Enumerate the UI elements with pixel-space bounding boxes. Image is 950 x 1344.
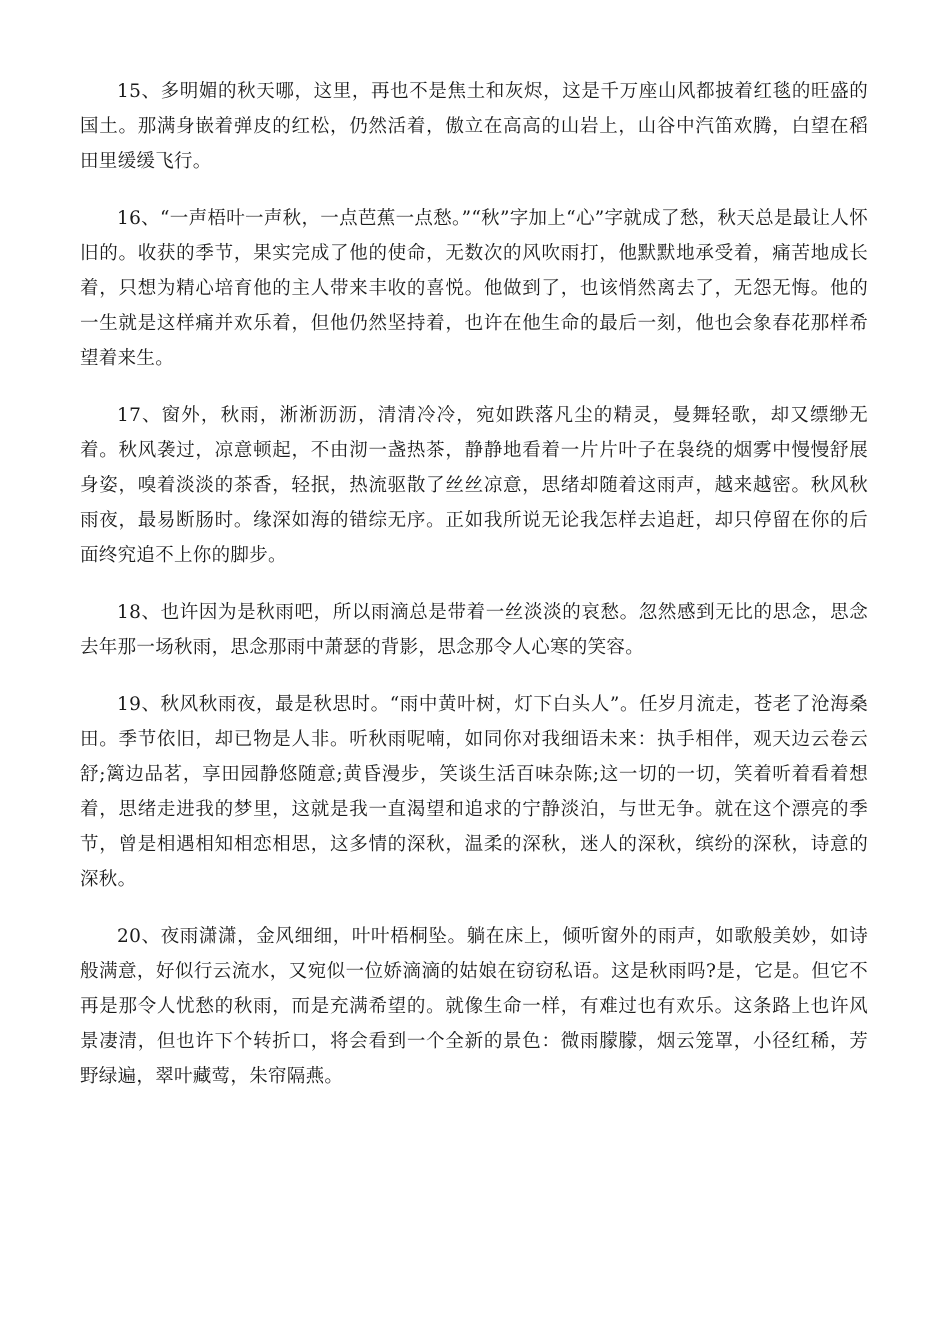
document-page (80, 74, 868, 1116)
paragraph-15: 15、多明媚的秋天哪，这里，再也不是焦土和灰烬，这是千万座山风都披着红毯的旺盛的国土。那满身嵌着弹皮的红松，仍然活着，傲立在高高的山岩上，山谷中汽笛欢腾，白望在稻田里缓缓飞行。 (80, 81, 868, 172)
paragraph-19: 19、秋风秋雨夜，最是秋思时。“雨中黄叶树，灯下白头人”。任岁月流走，苍老了沧海桑田。季节依旧，却已物是人非。听秋雨呢喃，如同你对我细语未来：执手相伴，观天边云卷云舒;篱边品茗，享田园静悠随意;黄昏漫步，笑谈生活百味杂陈;这一切的一切，笑着听着看着想着，思绪走进我的梦里，这就是我一直渴望和追求的宁静淡泊，与世无争。就在这个漂亮的季节，曾是相遇相知相恋相思，这多情的深秋，温柔的深秋，迷人的深秋，缤纷的深秋，诗意的深秋。 (80, 694, 868, 890)
paragraph-18: 18、也许因为是秋雨吧，所以雨滴总是带着一丝淡淡的哀愁。忽然感到无比的思念，思念去年那一场秋雨，思念那雨中萧瑟的背影，思念那令人心寒的笑容。 (80, 602, 868, 658)
paragraph-20: 20、夜雨潇潇，金风细细，叶叶梧桐坠。躺在床上，倾听窗外的雨声，如歌般美妙，如诗般满意，好似行云流水，又宛似一位娇滴滴的姑娘在窃窃私语。这是秋雨吗?是，它是。但它不再是那令人忧愁的秋雨，而是充满希望的。就像生命一样，有难过也有欢乐。这条路上也许风景凄清，但也许下个转折口，将会看到一个全新的景色：微雨朦朦，烟云笼罩，小径红稀，芳野绿遍，翠叶藏莺，朱帘隔燕。 (80, 926, 868, 1087)
paragraph-16: 16、“一声梧叶一声秋，一点芭蕉一点愁。”“秋”字加上“心”字就成了愁，秋天总是最让人怀旧的。收获的季节，果实完成了他的使命，无数次的风吹雨打，他默默地承受着，痛苦地成长着，只想为精心培育他的主人带来丰收的喜悦。他做到了，也该悄然离去了，无怨无悔。他的一生就是这样痛并欢乐着，但他仍然坚持着，也许在他生命的最后一刻，他也会象春花那样希望着来生。 (80, 208, 868, 369)
paragraph-17: 17、窗外，秋雨，淅淅沥沥，清清冷冷，宛如跌落凡尘的精灵，曼舞轻歌，却又缥缈无着。秋风袭过，凉意顿起，不由沏一盏热茶，静静地看着一片片叶子在袅绕的烟雾中慢慢舒展身姿，嗅着淡淡的茶香，轻抿，热流驱散了丝丝凉意，思绪却随着这雨声，越来越密。秋风秋雨夜，最易断肠时。缘深如海的错综无序。正如我所说无论我怎样去追赶，却只停留在你的后面终究追不上你的脚步。 (80, 405, 868, 566)
